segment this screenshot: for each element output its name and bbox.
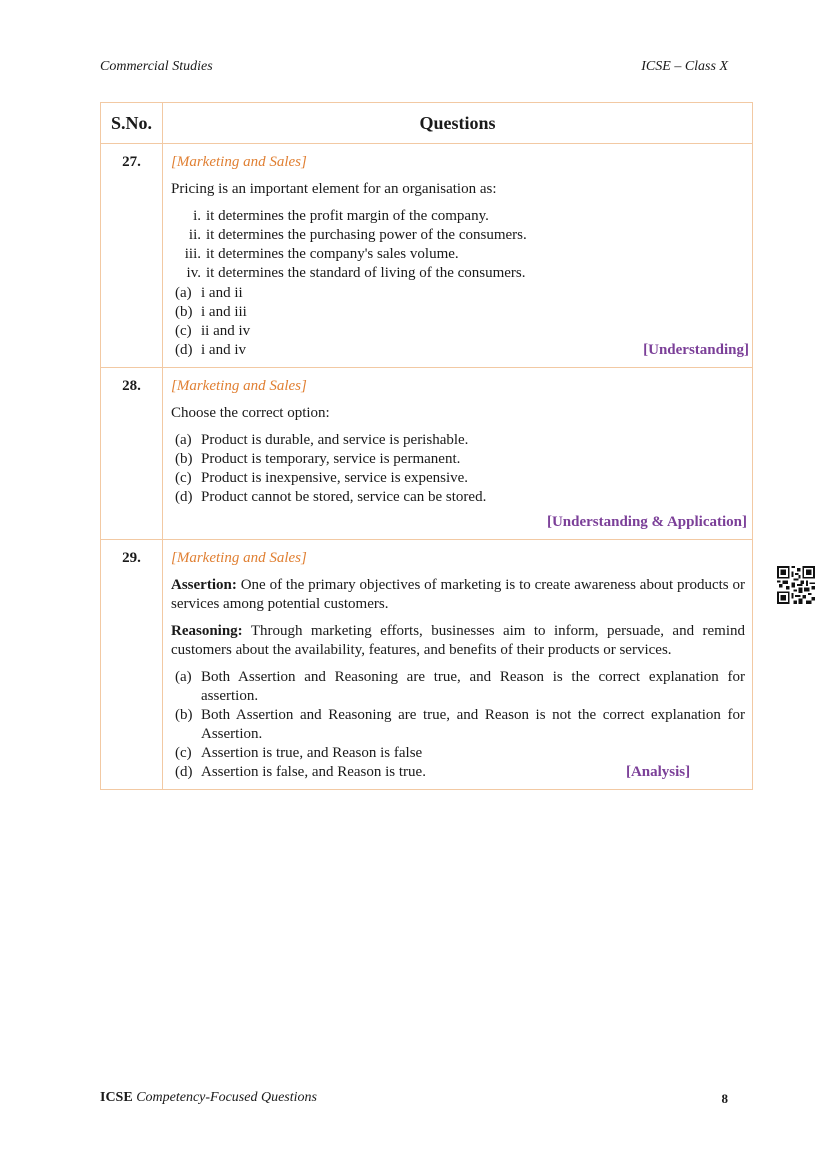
- question-row: [101, 540, 753, 790]
- cognitive-level-tag: [Understanding & Application]: [546, 514, 747, 530]
- option-item: (c) Assertion is true, and Reason is false: [175, 745, 423, 761]
- reasoning-label: Reasoning:: [171, 623, 243, 639]
- cognitive-level-tag: [Analysis]: [625, 764, 691, 780]
- question-body: [163, 144, 753, 368]
- statement-list: [171, 207, 745, 283]
- option-item: (c) Product is inexpensive, service is expensive.: [175, 470, 469, 486]
- statement-item: iii. it determines the company's sales volume.: [184, 246, 459, 262]
- question-number: 29.: [101, 540, 163, 790]
- question-stem: Choose the correct option:: [171, 405, 330, 421]
- reasoning-paragraph: [171, 622, 745, 660]
- statement-item: iv. it determines the standard of living of the consumers.: [186, 265, 526, 281]
- column-header-questions: Questions: [163, 103, 753, 144]
- option-item: (d) Product cannot be stored, service can be stored.: [175, 489, 487, 505]
- question-topic: [Marketing and Sales]: [171, 154, 307, 170]
- question-row: [101, 144, 753, 368]
- option-item: (b) i and iii: [175, 304, 247, 320]
- option-item: (a) Both Assertion and Reasoning are true, and Reason is the correct explanation for assertion.: [175, 669, 745, 704]
- option-item: (a) i and ii: [175, 285, 243, 301]
- option-item: (d) Assertion is false, and Reason is true. [Analysis]: [175, 764, 691, 780]
- footer-brand: ICSE: [100, 1090, 133, 1105]
- question-stem: Pricing is an important element for an organisation as:: [171, 181, 497, 197]
- option-item: (d) i and iv [Understanding]: [175, 342, 749, 358]
- cognitive-level-tag: [Understanding]: [643, 342, 749, 358]
- question-number: 27.: [101, 144, 163, 368]
- qr-code-icon[interactable]: [777, 566, 815, 604]
- header-class: ICSE – Class X: [641, 59, 728, 74]
- statement-item: i. it determines the profit margin of the company.: [193, 208, 489, 224]
- question-topic: [Marketing and Sales]: [171, 378, 307, 394]
- assertion-label: Assertion:: [171, 577, 237, 593]
- question-row: [101, 368, 753, 540]
- assertion-paragraph: [171, 576, 745, 614]
- reasoning-text: Through marketing efforts, businesses aim to inform, persuade, and remind customers about the availability, features, and benefits of their products or services.: [171, 623, 745, 658]
- assertion-text: One of the primary objectives of marketing is to create awareness about products or services among potential customers.: [171, 577, 745, 612]
- question-topic: [Marketing and Sales]: [171, 550, 307, 566]
- option-list: [171, 668, 745, 782]
- option-list: [171, 431, 745, 507]
- question-body: [163, 540, 753, 790]
- column-header-sno: S.No.: [101, 103, 163, 144]
- option-item: (a) Product is durable, and service is perishable.: [175, 432, 469, 448]
- option-item: (b) Both Assertion and Reasoning are true, and Reason is not the correct explanation for Assertion.: [175, 707, 745, 742]
- option-item: (b) Product is temporary, service is permanent.: [175, 451, 461, 467]
- header-subject: Commercial Studies: [100, 59, 213, 74]
- table-header-row: [101, 103, 753, 144]
- question-number: 28.: [101, 368, 163, 540]
- option-item: (c) ii and iv: [175, 323, 251, 339]
- page-number: 8: [721, 1091, 728, 1106]
- option-list: [171, 284, 749, 360]
- footer-series: Competency-Focused Questions: [136, 1090, 317, 1105]
- footer-title: [100, 1090, 317, 1106]
- statement-item: ii. it determines the purchasing power of the consumers.: [188, 227, 527, 243]
- questions-table: [100, 102, 753, 790]
- question-body: [163, 368, 753, 540]
